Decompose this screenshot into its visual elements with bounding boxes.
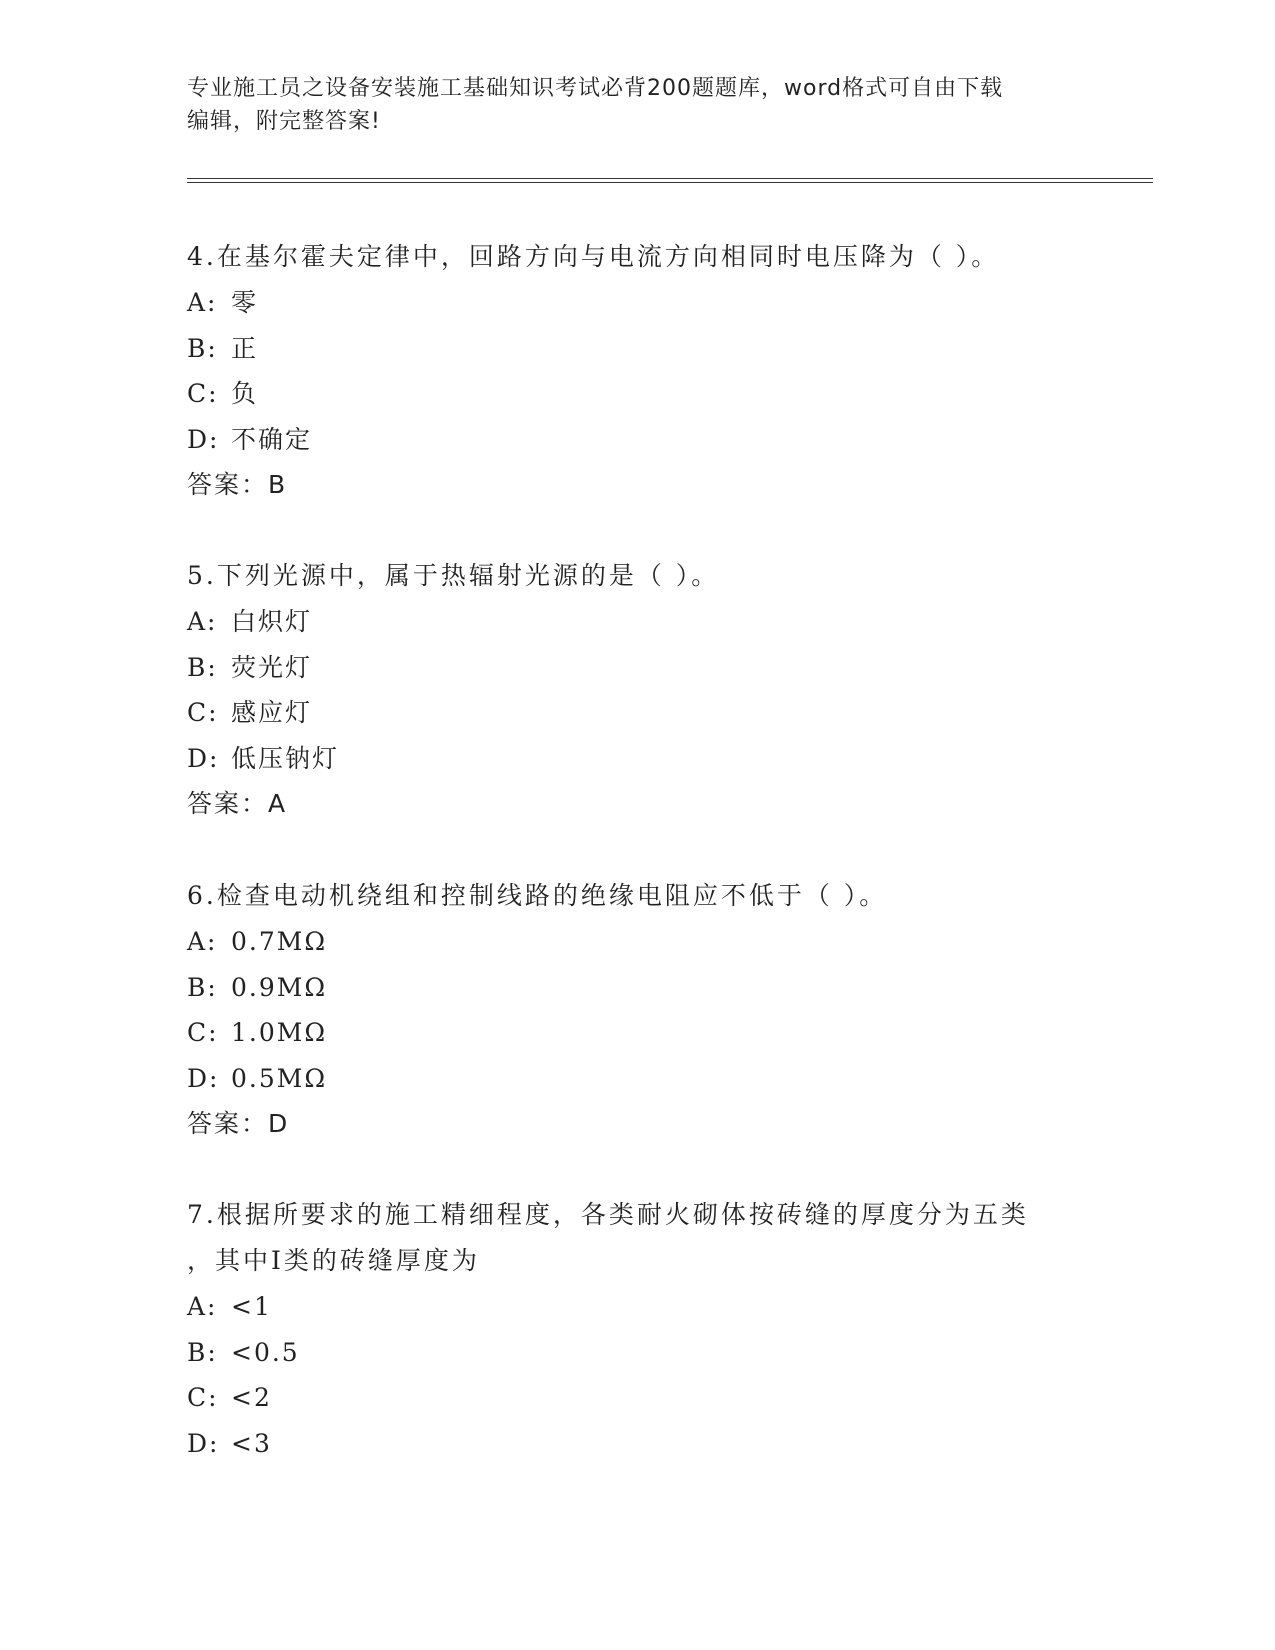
option-letter: C: xyxy=(187,1383,219,1412)
option-c xyxy=(187,1375,1087,1421)
option-text: 低压钠灯 xyxy=(231,743,340,773)
option-letter: A: xyxy=(187,288,218,317)
option-text: 1.0MΩ xyxy=(231,1018,328,1047)
option-text: 感应灯 xyxy=(231,698,313,727)
option-letter: C: xyxy=(187,1018,219,1047)
option-d xyxy=(187,736,1087,782)
option-c xyxy=(187,371,1087,417)
answer: 答案：A xyxy=(187,789,288,818)
option-text: 零 xyxy=(231,288,259,317)
option-text: 0.9MΩ xyxy=(231,972,328,1002)
option-letter: D: xyxy=(187,743,220,773)
option-text: 正 xyxy=(231,333,259,363)
option-letter: B: xyxy=(187,652,218,682)
option-text: 负 xyxy=(231,379,259,408)
question-stem-line-2: ，其中Ⅰ类的砖缝厚度为 xyxy=(187,1246,480,1275)
question-stem: 5.下列光源中，属于热辐射光源的是（ ）。 xyxy=(187,561,720,590)
header-divider-bottom xyxy=(187,182,1153,183)
header-title-line-2: 编辑，附完整答案! xyxy=(187,109,381,134)
option-b xyxy=(187,1330,1087,1376)
question-5 xyxy=(187,553,1087,827)
option-letter: B: xyxy=(187,333,218,363)
option-a xyxy=(187,919,1087,965)
option-text: 0.5MΩ xyxy=(231,1063,328,1093)
option-letter: B: xyxy=(187,1337,218,1367)
option-text: 0.7MΩ xyxy=(231,927,328,956)
question-7 xyxy=(187,1192,1087,1466)
option-a xyxy=(187,599,1087,645)
question-6 xyxy=(187,873,1087,1147)
option-letter: D: xyxy=(187,1063,220,1093)
option-text: <0.5 xyxy=(231,1337,300,1367)
question-stem: 6.检查电动机绕组和控制线路的绝缘电阻应不低于（ ）。 xyxy=(187,881,888,910)
option-d xyxy=(187,417,1087,463)
option-b xyxy=(187,645,1087,691)
option-a xyxy=(187,1284,1087,1330)
question-stem: 4.在基尔霍夫定律中，回路方向与电流方向相同时电压降为（ ）。 xyxy=(187,242,1000,271)
option-letter: B: xyxy=(187,972,218,1002)
header-title-line-1: 专业施工员之设备安装施工基础知识考试必背200题题库，word格式可自由下载 xyxy=(187,76,1004,101)
option-text: <2 xyxy=(231,1383,272,1412)
header-divider-top xyxy=(187,178,1153,179)
option-letter: C: xyxy=(187,698,219,727)
option-text: 荧光灯 xyxy=(231,652,313,682)
answer: 答案：B xyxy=(187,470,288,499)
option-letter: D: xyxy=(187,424,220,454)
option-text: 白炽灯 xyxy=(231,607,313,636)
option-b xyxy=(187,965,1087,1011)
option-c xyxy=(187,1010,1087,1056)
option-d xyxy=(187,1056,1087,1102)
question-stem-line-1: 7.根据所要求的施工精细程度，各类耐火砌体按砖缝的厚度分为五类 xyxy=(187,1200,1029,1229)
answer: 答案：D xyxy=(187,1109,290,1138)
option-text: <3 xyxy=(231,1428,272,1458)
question-4 xyxy=(187,234,1087,508)
option-c xyxy=(187,690,1087,736)
option-text: <1 xyxy=(231,1292,272,1321)
option-d xyxy=(187,1421,1087,1467)
option-a xyxy=(187,280,1087,326)
option-b xyxy=(187,326,1087,372)
option-letter: D: xyxy=(187,1428,220,1458)
option-letter: A: xyxy=(187,927,218,956)
document-header xyxy=(187,72,1087,138)
option-letter: C: xyxy=(187,379,219,408)
option-text: 不确定 xyxy=(231,424,313,454)
option-letter: A: xyxy=(187,607,218,636)
option-letter: A: xyxy=(187,1292,218,1321)
